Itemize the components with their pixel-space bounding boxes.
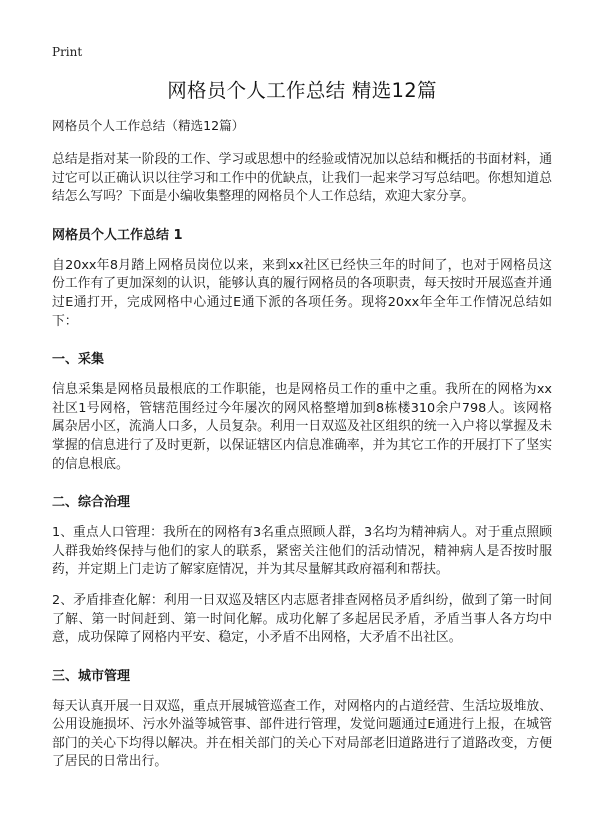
article-heading: 网格员个人工作总结 1 [52,227,183,243]
print-link[interactable]: Print [52,45,83,59]
page-title: 网格员个人工作总结 精选12篇 [167,79,437,102]
section-heading-collection: 一、采集 [52,352,105,368]
section-heading-city-management: 三、城市管理 [52,668,131,684]
section-paragraph: 1、重点人口管理：我所在的网格有3名重点照顾人群，3名均为精神病人。对于重点照顾人群我始终保持与他们的家人的联系，紧密关注他们的活动情况，精神病人是否按时服药，并定期上门走访了解家庭情况，并为其尽量解其政府福利和帮扶。 [52,525,552,578]
section-heading-governance: 二、综合治理 [52,495,131,511]
section-paragraph: 信息采集是网格员最根底的工作职能，也是网格员工作的重中之重。我所在的网格为xx社区1号网格，管辖范围经过今年屡次的网风格整增加到8栋楼310余户798人。该网格属杂居小区，流淌人口多，人员复杂。利用一日双巡及社区组织的统一入户将以掌握及未掌握的信息进行了及时更新，以保证辖区内信息准确率，并为其它工作的开展打下了坚实的信息根底。 [52,382,552,472]
section-paragraph: 每天认真开展一日双巡，重点开展城管巡查工作，对网格内的占道经营、生活垃圾堆放、公用设施损坏、污水外溢等城管事、部件进行管理，发觉问题通过E通进行上报，在城管部门的关心下均得以解决。并在相关部门的关心下对局部老旧道路进行了道路改变，方便了居民的日常出行。 [52,698,552,770]
intro-paragraph: 总结是指对某一阶段的工作、学习或思想中的经验或情况加以总结和概括的书面材料，通过它可以正确认识以往学习和工作中的优缺点，让我们一起来学习写总结吧。你想知道总结怎么写吗？下面是小编收集整理的网格员个人工作总结，欢迎大家分享。 [52,152,552,205]
document-subtitle: 网格员个人工作总结（精选12篇） [52,118,245,133]
opening-paragraph: 自20xx年8月踏上网格员岗位以来，来到xx社区已经快三年的时间了，也对于网格员这份工作有了更加深刻的认识，能够认真的履行网格员的各项职责，每天按时开展巡查并通过E通打开，完成网格中心通过E通下派的各项任务。现将20xx年全年工作情况总结如下： [52,257,552,329]
section-paragraph: 2、矛盾排查化解：利用一日双巡及辖区内志愿者排查网格员矛盾纠纷，做到了第一时间了解、第一时间赶到、第一时间化解。成功化解了多起居民矛盾，矛盾当事人各方均中意，成功保障了网格内平安、稳定，小矛盾不出网格，大矛盾不出社区。 [52,592,552,646]
